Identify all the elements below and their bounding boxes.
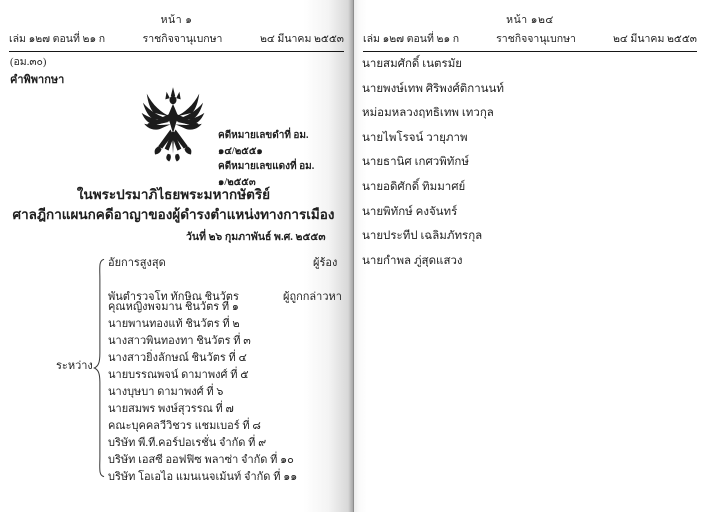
respondent-item: นายบรรณพจน์ ดามาพงศ์ ที่ ๕ [108,369,249,381]
garuda-emblem-icon [141,86,205,164]
judge-name: นายสมศักดิ์ เนตรมัย [362,58,463,70]
case-no-red: คดีหมายเลขแดงที่ อม. ๑/๒๕๕๓ [218,161,315,188]
respondent-item: บริษัท โอเอไอ แมนเนจเม้นท์ จำกัด ที่ ๑๑ [108,471,298,483]
judge-name: นายไพโรจน์ วายุภาพ [362,131,468,144]
court-title: ศาลฎีกาแผนกคดีอาญาของผู้ดำรงตำแหน่งทางการเมือง [12,207,335,222]
judgment-date: วันที่ ๒๖ กุมภาพันธ์ พ.ศ. ๒๕๕๓ [186,232,326,243]
judge-name-list [362,52,504,273]
respondent-item: บริษัท พี.ที.คอร์ปอเรชั่น จำกัด ที่ ๙ [108,437,267,449]
respondent-item: คุณหญิงพจมาน ชินวัตร ที่ ๑ [108,301,239,313]
header-row [9,30,344,52]
gazette-title: ราชกิจจานุเบกษา [142,34,223,45]
right-page-header [363,11,697,52]
accused-role: ผู้ถูกกล่าวหา [283,291,342,303]
respondent-item: บริษัท เอสซี ออฟฟิซ พลาซ่า จำกัด ที่ ๑๐ [108,454,294,466]
petitioner-role: ผู้ร้อง [313,257,338,269]
judge-name: หม่อมหลวงฤทธิเทพ เทวกุล [362,107,494,120]
volume-label: เล่ม ๑๒๗ ตอนที่ ๒๑ ก [9,34,106,45]
judge-name: นายประทีป เฉลิมภัทรกุล [362,230,483,243]
doc-ref: (อม.๓๐) [10,57,47,68]
judge-name: นายพงษ์เทพ ศิริพงศ์ติกานนท์ [362,82,504,95]
issue-date: ๒๔ มีนาคม ๒๕๕๓ [612,34,697,45]
left-page-header [9,11,344,52]
respondent-item: คณะบุคคลวีวิชวร แชมเบอร์ ที่ ๘ [108,420,261,432]
issue-date: ๒๔ มีนาคม ๒๕๕๓ [259,34,344,45]
respondent-list [108,299,297,486]
gazette-title: ราชกิจจานุเบกษา [496,34,576,45]
brace-left-icon [92,249,105,487]
judge-name: นายธานิศ เกศวพิทักษ์ [362,156,469,169]
royal-title: ในพระปรมาภิไธยพระมหากษัตริย์ [76,187,271,202]
respondent-item: นางบุษบา ดามาพงศ์ ที่ ๖ [108,386,224,398]
respondent-item: นายสมพร พงษ์สุวรรณ ที่ ๗ [108,403,234,415]
respondent-item: นางสาวยิ่งลักษณ์ ชินวัตร ที่ ๔ [108,352,247,364]
page-number: หน้า ๑๒๔ [506,15,554,26]
judge-name: นายกำพล ภู่สุดแสวง [362,254,463,267]
respondent-item: นายพานทองแท้ ชินวัตร ที่ ๒ [108,318,240,330]
between-label: ระหว่าง [56,360,93,372]
respondent-item: นางสาวพินทองทา ชินวัตร ที่ ๓ [108,335,251,347]
judge-name: นายอดิศักดิ์ ทิมมาศย์ [362,180,466,193]
page-number: หน้า ๑ [160,15,193,26]
case-no-black: คดีหมายเลขดำที่ อม. ๑๔/๒๕๕๑ [218,130,309,157]
accused-name: พันตำรวจโท ทักษิณ ชินวัตร [108,291,239,303]
judge-name: นายพิทักษ์ คงจันทร์ [362,205,458,218]
doc-type: คำพิพากษา [10,74,65,86]
volume-label: เล่ม ๑๒๗ ตอนที่ ๒๑ ก [363,34,460,45]
case-numbers [218,128,353,190]
header-row [363,30,697,52]
petitioner-name: อัยการสูงสุด [108,257,166,269]
page-right [353,0,706,512]
